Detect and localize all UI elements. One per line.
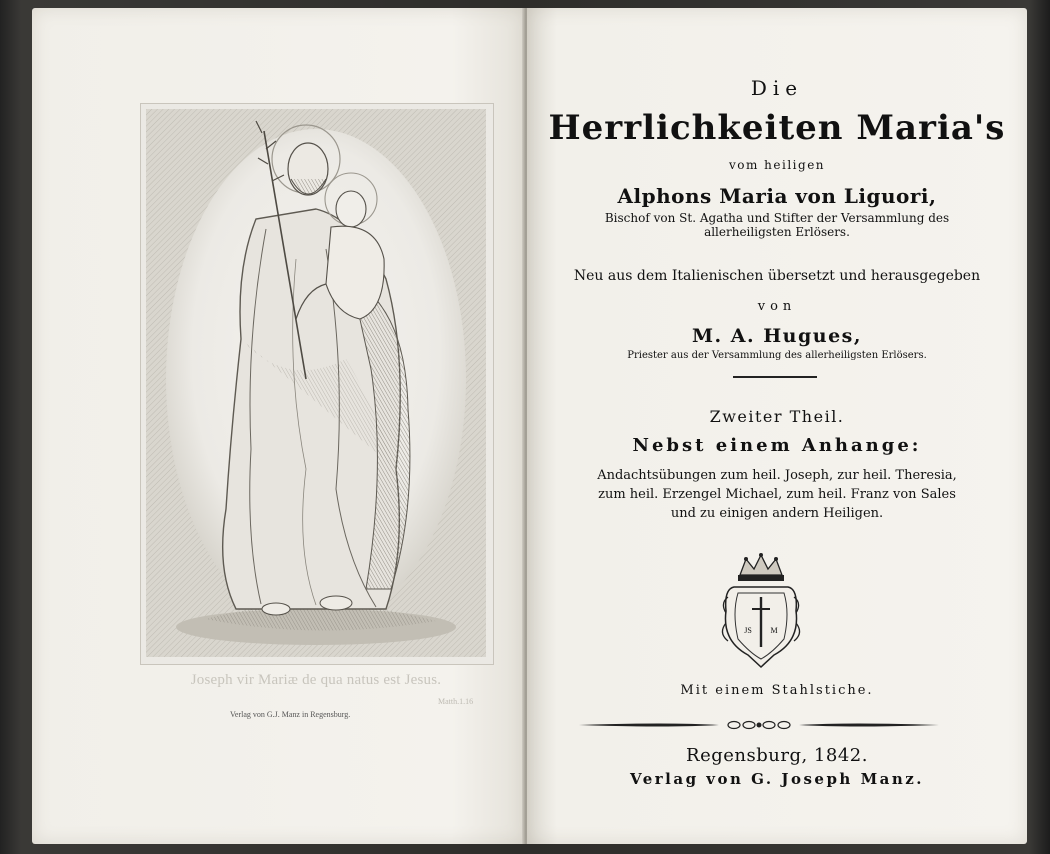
publisher-crest-icon [720,553,802,671]
appendix-description [527,466,1027,523]
publisher-line: Verlag von G. Joseph Manz. [629,770,925,788]
title-page [527,8,1027,844]
vom-line: vom heiligen [728,158,826,172]
plate-reference: Matth.1.16 [438,697,474,706]
saint-joseph-engraving [146,109,486,657]
appendix-desc-line-3: und zu einigen andern Heiligen. [670,506,884,521]
place-and-year: Regensburg, 1842. [686,745,868,766]
plate-note: Mit einem Stahlstiche. [680,683,874,698]
translator-description: Priester aus der Versammlung des allerheiligsten Erlösers. [627,350,927,361]
plate-caption: Joseph vir Mariæ de qua natus est Jesus. [190,672,442,688]
frontispiece-plate [140,103,494,665]
author-name: Alphons Maria von Liguori, [617,184,937,208]
emblem-initials-left: JS [744,626,752,635]
title-article: Die [750,76,804,100]
appendix-heading: Nebst einem Anhange: [632,435,922,456]
part-label: Zweiter Theil. [709,407,845,426]
von-line: von [757,299,797,314]
plate-publisher: Verlag von G.J. Manz in Regensburg. [230,710,351,719]
author-description [527,211,1027,239]
appendix-desc-line-2: zum heil. Erzengel Michael, zum heil. Franz von Sales [598,487,956,502]
translator-name: M. A. Hugues, [692,325,862,347]
translation-note: Neu aus dem Italienischen übersetzt und herausgegeben [573,268,981,284]
author-desc-line-2: allerheiligsten Erlösers. [704,225,850,239]
short-rule [733,376,817,378]
author-desc-line-1: Bischof von St. Agatha und Stifter der Versammlung des [604,211,950,225]
appendix-desc-line-1: Andachtsübungen zum heil. Joseph, zur heil. Theresia, [597,468,957,483]
ornamental-rule [579,720,939,730]
emblem-initials-right: M [770,626,778,635]
main-title: Herrlichkeiten Maria's [548,108,1006,148]
